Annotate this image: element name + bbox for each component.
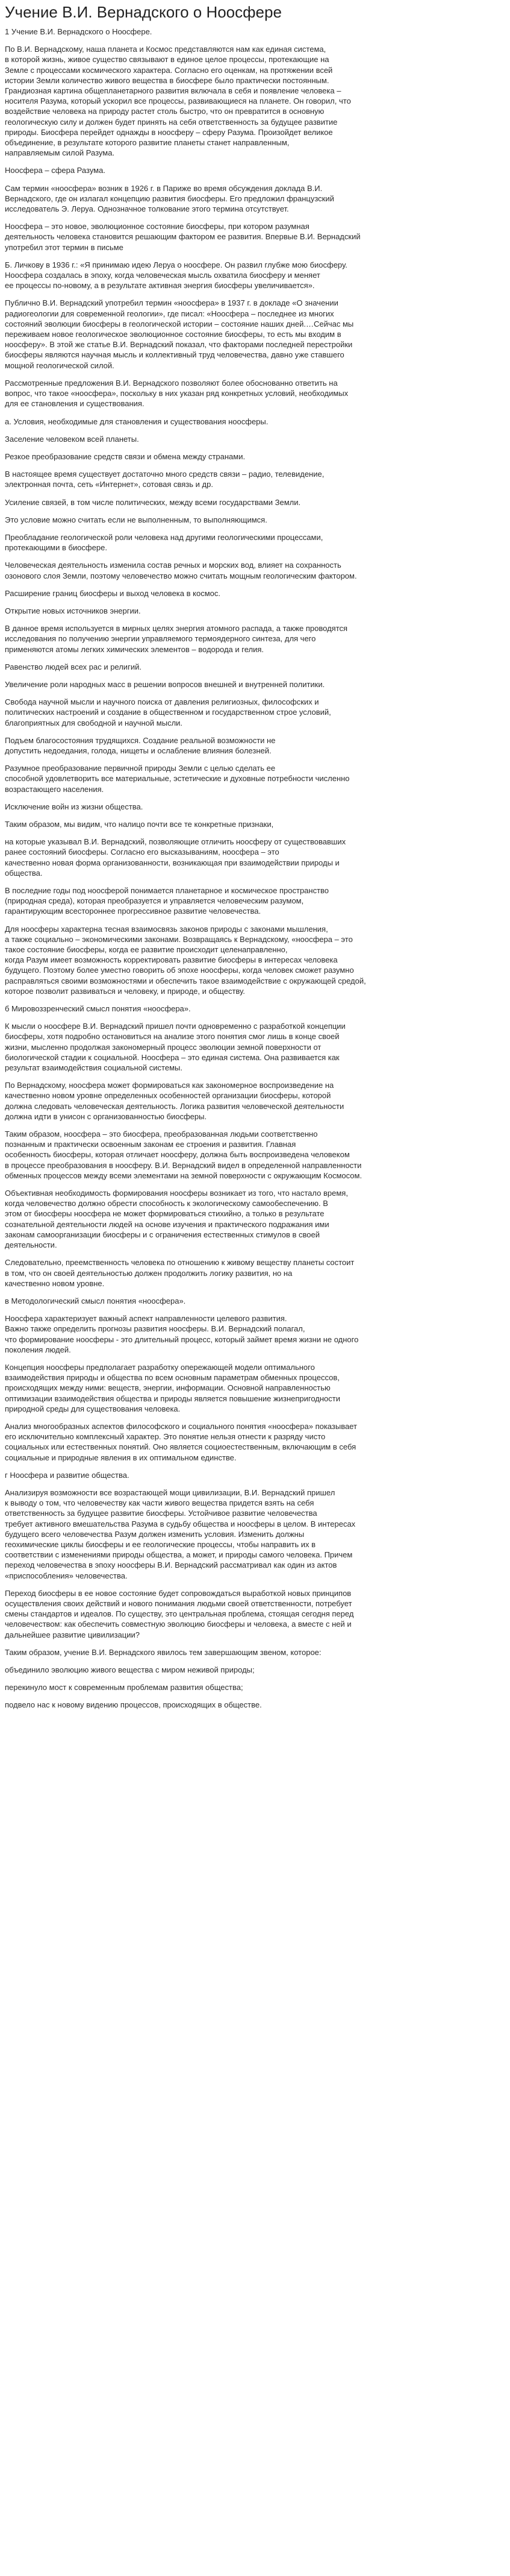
paragraph: Исключение войн из жизни общества. <box>5 802 143 811</box>
paragraph: Для ноосферы характерна тесная взаимосвязь законов природы с законами мышления, а также социально – экономическими законами. Возвращаясь к Вернадскому, «ноосфера – это такое состояние биосферы, когда ее развитие происходит целенаправленно, когда Разум имеет возможность корректировать развитие биосферы в интересах человека будущего. Поэтому более уместно говорить об эпохе ноосферы, когда человек сможет разумно расправляться своими возможностями и обеспечить такое взаимодействие с окружающей средой, которое позволит развиваться и человеку, и природе, и обществу. <box>5 924 366 996</box>
paragraph: Подъем благосостояния трудящихся. Создание реальной возможности не допустить недоедания, голода, нищеты и ослабление влияния болезней. <box>5 735 276 755</box>
paragraph: К мысли о ноосфере В.И. Вернадский пришел почти одновременно с разработкой концепции биосферы, хотя подробно остановиться на анализе этого понятия смог лишь в конце своей жизни, мысленно продолжая закономерный процесс эволюции земной поверхности от биологической стадии к социальной. Ноосфера – это единая система. Она развивается как результат взаимодействия социальной системы. <box>5 1022 346 1073</box>
paragraph: Это условие можно считать если не выполненным, то выполняющимся. <box>5 515 267 524</box>
paragraph: Публично В.И. Вернадский употребил термин «ноосфера» в 1937 г. в докладе «О значении радиогеологии для современной геологии», где писал: «Ноосфера – последнее из многих состояний эволюции биосферы в геологической истории – состояние наших дней.…Сейчас мы переживаем новое геологическое эволюционное состояние биосферы, то есть мы входим в ноосферу». В этой же статье В.И. Вернадский показал, что факторами последней перестройки биосферы являются научная мысль и коллективный труд человечества, давно уже ставшего мощной геологической силой. <box>5 298 354 370</box>
paragraph: Сам термин «ноосфера» возник в 1926 г. в Париже во время обсуждения доклада В.И. Вернадского, где он излагал концепцию развития биосферы. Его предложил французский исследователь Э. Леруа. Однозначное толкование этого термина отсутствует. <box>5 183 334 214</box>
paragraph: Ноосфера – сфера Разума. <box>5 166 105 175</box>
paragraph: В данное время используется в мирных целях энергия атомного распада, а также проводятся исследования по получению энергии управляемого термоядерного синтеза, для чего применяются атомы легких химических элементов – водорода и гелия. <box>5 624 348 654</box>
paragraph: Увеличение роли народных масс в решении вопросов внешней и внутренней политики. <box>5 679 325 689</box>
paragraph: а. Условия, необходимые для становления и существования ноосферы. <box>5 416 269 426</box>
paragraph: Ноосфера характеризует важный аспект направленности целевого развития. Важно также определить прогнозы развития ноосферы. В.И. Вернадский полагал, что формирование ноосферы - это длительный процесс, который займет время жизни не одного поколения людей. <box>5 1314 359 1354</box>
paragraph: Разумное преобразование первичной природы Земли с целью сделать ее способной удовлетворить все материальные, эстетические и духовные потребности численно возрастающего населения. <box>5 764 350 794</box>
paragraph: Заселение человеком всей планеты. <box>5 434 139 444</box>
paragraph: г Ноосфера и развитие общества. <box>5 1470 129 1480</box>
paragraph: Открытие новых источников энергии. <box>5 606 141 615</box>
paragraph: Усиление связей, в том числе политических, между всеми государствами Земли. <box>5 497 301 507</box>
paragraph: Следовательно, преемственность человека по отношению к живому веществу планеты состоит в том, что он своей деятельностью должен продолжить логику развития, но на качественно новом уровне. <box>5 1258 355 1288</box>
paragraph: По В.И. Вернадскому, наша планета и Космос представляются нам как единая система, в которой жизнь, живое существо связывают в единое целое процессы, протекающие на Земле с процессами космического характера. Согласно его оценкам, на протяжении всей истории Земли количество живого вещества в биосфере было практически постоянным. Грандиозная картина общепланетарного развития включала в себя и появление человека – носителя Разума, который ускорил все процессы, развивающиеся на планете. Он говорил, что воздействие человека на природу растет столь быстро, что он превратится в основную геологическую силу и должен будет принять на себя ответственность за будущее развитие природы. Биосфера перейдет однажды в ноосферу – сферу Разума. Произойдет великое объединение, в результате которого развитие планеты станет направленным, направляемым силой Разума. <box>5 45 351 158</box>
paragraph: Ноосфера – это новое, эволюционное состояние биосферы, при котором разумная деятельность человека становится решающим фактором ее развития. Впервые В.И. Вернадский употребил этот термин в письме <box>5 222 361 252</box>
paragraph: подвело нас к новому видению процессов, происходящих в обществе. <box>5 1700 262 1710</box>
paragraph: Равенство людей всех рас и религий. <box>5 662 141 671</box>
paragraph: Таким образом, учение В.И. Вернадского явилось тем завершающим звеном, которое: <box>5 1647 322 1657</box>
page-title: Учение В.И. Вернадского о Ноосфере <box>5 3 282 21</box>
paragraph: По Вернадскому, ноосфера может формироваться как закономерное воспроизведение на качественно новом уровне определенных особенностей организации биосферы, которой должна следовать человеческая деятельность. Логика развития человеческой деятельности должна идти в унисон с организованностью биосферы. <box>5 1081 344 1121</box>
paragraph: Свобода научной мысли и научного поиска от давления религиозных, философских и политических настроений и создание в общественном и государственном строе условий, благоприятных для свободной и научной мысли. <box>5 697 331 727</box>
paragraph: перекинуло мост к современным проблемам развития общества; <box>5 1683 243 1692</box>
paragraph: В последние годы под ноосферой понимается планетарное и космическое пространство (природная среда), которая преобразуется и управляется человеческим разумом, гарантирующим всестороннее прогрессивное развитие человечества. <box>5 886 329 916</box>
paragraph: Расширение границ биосферы и выход человека в космос. <box>5 588 220 598</box>
paragraph: Концепция ноосферы предполагает разработку опережающей модели оптимального взаимодействия природы и общества по всем основным параметрам обменных процессов, происходящих между ними: веществ, энергии, информации. Основной направленностью оптимизации взаимодействия общества и природы является повышение жизнепригодности природной среды для существования человека. <box>5 1362 340 1413</box>
paragraph: 1 Учение В.И. Вернадского о Ноосфере. <box>5 27 152 36</box>
paragraph: объединило эволюцию живого вещества с миром неживой природы; <box>5 1665 255 1674</box>
document-body <box>5 27 506 1711</box>
paragraph: в Методологический смысл понятия «ноосфера». <box>5 1296 186 1305</box>
paragraph: В настоящее время существует достаточно много средств связи – радио, телевидение, электронная почта, сеть «Интернет», сотовая связь и др. <box>5 470 325 489</box>
paragraph: Анализ многообразных аспектов философского и социального понятия «ноосфера» показывает его исключительно комплексный характер. Это понятие нельзя отнести к разряду чисто социальных или естественных понятий. Оно является социоестественным, включающим в себя социальные и природные явления в их оптимальном единстве. <box>5 1421 357 1462</box>
paragraph: Преобладание геологической роли человека над другими геологическими процессами, протекающими в биосфере. <box>5 532 323 553</box>
paragraph: Таким образом, мы видим, что налицо почти все те конкретные признаки, <box>5 819 274 829</box>
paragraph: Таким образом, ноосфера – это биосфера, преобразованная людьми соответственно познанным и практически освоенным законам ее строения и развития. Главная особенность биосферы, которая отличает ноосферу, должна быть воспроизведена человеком в процессе преобразования в ноосферу. В.И. Вернадский видел в определенной направленности обменных процессов между всеми элементами на земной поверхности с окружающим Космосом. <box>5 1129 362 1180</box>
paragraph: Человеческая деятельность изменила состав речных и морских вод, влияет на сохранность озонового слоя Земли, поэтому человечество можно считать мощным геологическим фактором. <box>5 561 357 580</box>
paragraph: Объективная необходимость формирования ноосферы возникает из того, что настало время, когда человечество должно обрести способность к экологическому самообеспечению. В этом от биосферы ноосфера не может формироваться стихийно, а только в результате сознательной деятельности людей на основе изучения и практического подражания ими законам самоорганизации биосферы и с ограничения естественных стимулов в своей деятельности. <box>5 1189 348 1250</box>
paragraph: Анализируя возможности все возрастающей мощи цивилизации, В.И. Вернадский пришел к выводу о том, что человечеству как части живого вещества придется взять на себя ответственность за будущее развитие биосферы. Устойчивое развитие человечества требует активного вмешательства Разума в судьбу общества и ноосферы в целом. В интересах будущего всего человечества Разум должен изменить условия. Изменить должны геохимические циклы биосферы и ее геологические процессы, чтобы направить их в соответствии с изменениями природы общества, а может, и природы самого человека. Причем переход человечества в эпоху ноосферы В.И. Вернадский рассматривал как один из актов «приспособления» человечества. <box>5 1487 356 1580</box>
paragraph: Переход биосферы в ее новое состояние будет сопровождаться выработкой новых принципов осуществления своих действий и нового понимания людьми своей ответственности, потребует смены стандартов и идеалов. По существу, это центральная проблема, стоящая сегодня перед человечеством: как обеспечить совместную эволюцию биосферы и человека, а вместе с ней и дальнейшее развитие цивилизации? <box>5 1588 354 1639</box>
paragraph: Резкое преобразование средств связи и обмена между странами. <box>5 451 246 461</box>
paragraph: Рассмотренные предложения В.И. Вернадского позволяют более обоснованно ответить на вопрос, что такое «ноосфера», поскольку в них указан ряд конкретных условий, необходимых для ее становления и существования. <box>5 378 349 409</box>
paragraph: Б. Личкову в 1936 г.: «Я принимаю идею Леруа о ноосфере. Он развил глубже мою биосферу. Ноосфера создалась в эпоху, когда человеческая мысль охватила биосферу и меняет ее процессы по-новому, а в результате активная энергия биосферы увеличивается». <box>5 260 347 291</box>
paragraph: б Мировоззренческий смысл понятия «ноосфера». <box>5 1004 191 1014</box>
paragraph: на которые указывал В.И. Вернадский, позволяющие отличить ноосферу от существовавших ранее состояний биосферы. Согласно его высказываниям, ноосфера – это качественно новая форма организованности, возникающая при взаимодействии природы и общества. <box>5 837 346 878</box>
